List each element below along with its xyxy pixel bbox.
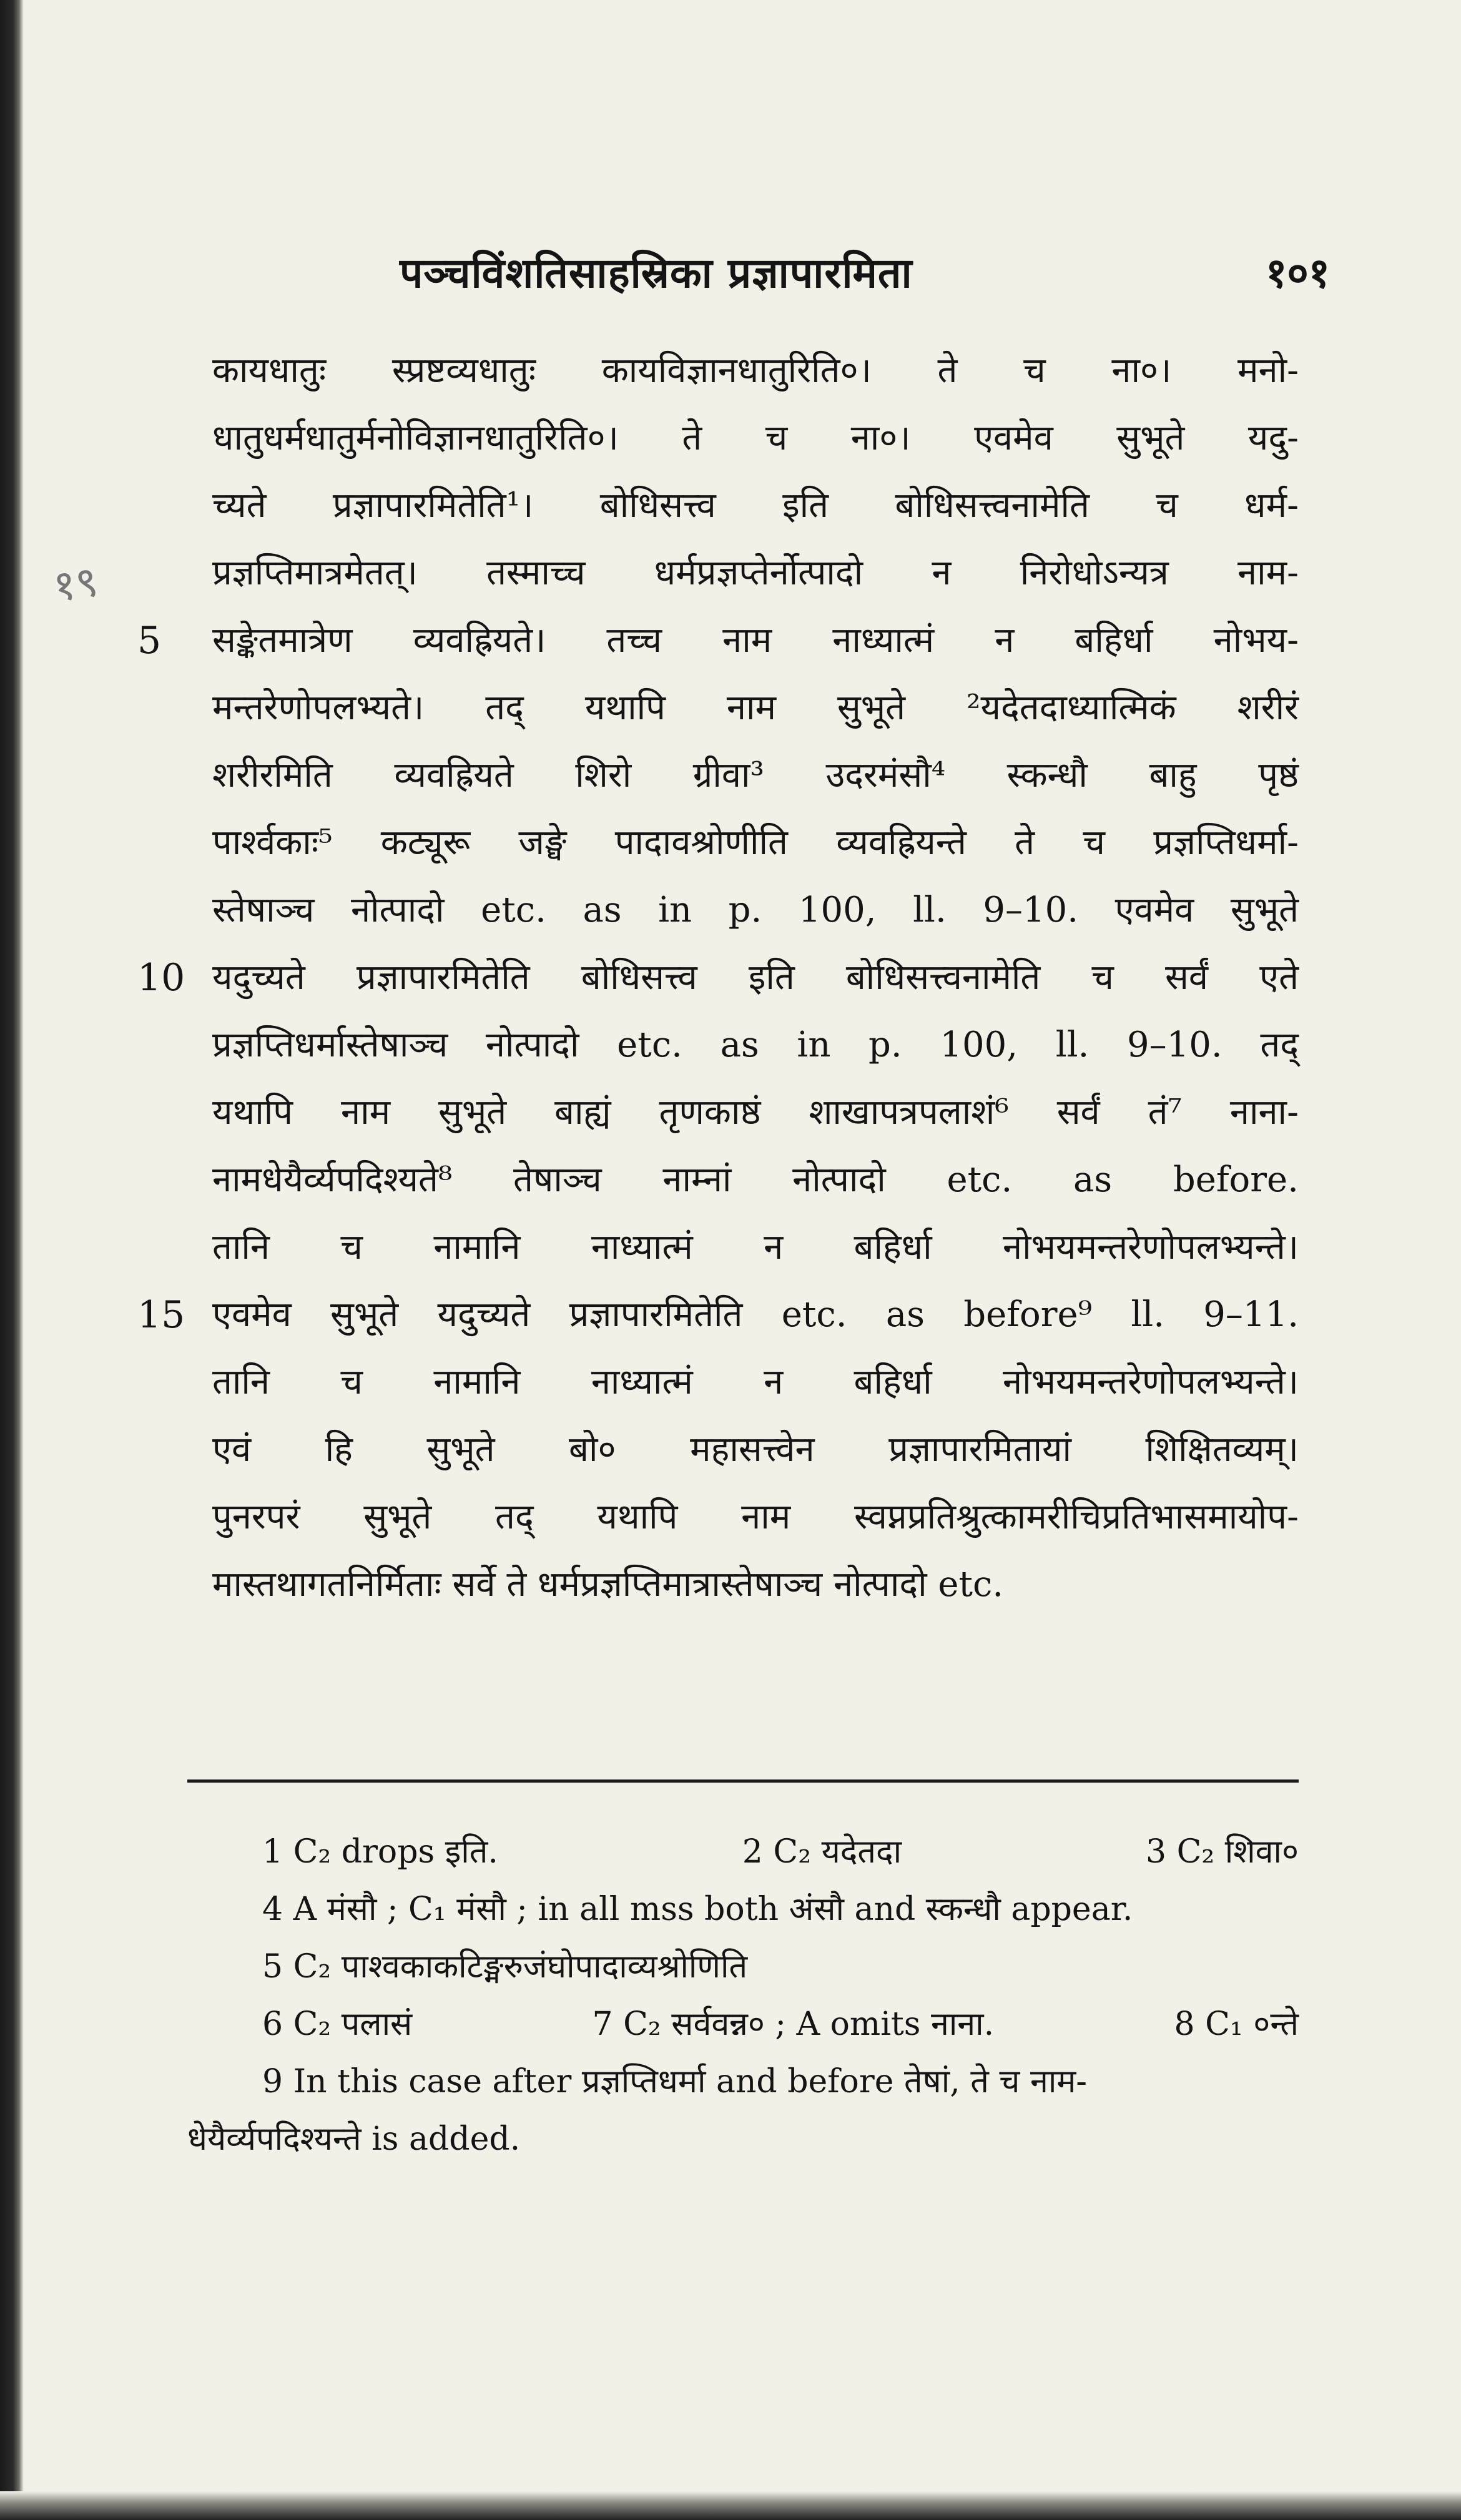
line-text: एवं हि सुभूते बो० महासत्त्वेन प्रज्ञापारमितायां शिक्षितव्यम्। xyxy=(212,1429,1299,1470)
line-text: तानि च नामानि नाध्यात्मं न बहिर्धा नोभयमन्तरेणोपलभ्यन्ते। xyxy=(212,1227,1299,1267)
line-number: 5 xyxy=(137,619,162,662)
line-number: 15 xyxy=(137,1293,185,1337)
footnote-9: 9 In this case after प्रज्ञप्तिधर्मा and before तेषां, ते च नाम- xyxy=(262,2063,1087,2100)
footnote-divider xyxy=(187,1779,1299,1783)
running-header xyxy=(400,244,1330,312)
footnote-8: 8 C₁ ०न्ते xyxy=(1174,2006,1299,2043)
line-text: धातुधर्मधातुर्मनोविज्ञानधातुरिति०। ते च ना०। एवमेव सुभूते यदु- xyxy=(212,418,1299,458)
line-text: प्रज्ञप्तिधर्मास्तेषाञ्च नोत्पादो etc. as in p. 100, ll. 9–10. तद् xyxy=(212,1025,1299,1065)
footnote-line xyxy=(187,1823,1299,1881)
line-text: यदुच्यते प्रज्ञापारमितेति बोधिसत्त्व इति बोधिसत्त्वनामेति च सर्वं एते xyxy=(212,957,1299,998)
line-text: तानि च नामानि नाध्यात्मं न बहिर्धा नोभयमन्तरेणोपलभ्यन्ते। xyxy=(212,1362,1299,1402)
line-number: 10 xyxy=(137,956,185,1000)
text-line xyxy=(212,877,1299,944)
line-text: एवमेव सुभूते यदुच्यते प्रज्ञापारमितेति etc. as before⁹ ll. 9–11. xyxy=(212,1294,1299,1335)
line-text: सङ्केतमात्रेण व्यवह्रियते। तच्च नाम नाध्यात्मं न बहिर्धा नोभय- xyxy=(212,620,1299,661)
line-text: यथापि नाम सुभूते बाह्यं तृणकाष्ठं शाखापत्रपलाशं⁶ सर्वं तं⁷ नाना- xyxy=(212,1092,1299,1133)
line-text: च्यते प्रज्ञापारमितेति¹। बोधिसत्त्व इति बोधिसत्त्वनामेति च धर्म- xyxy=(212,485,1299,526)
text-line xyxy=(137,944,1299,1011)
footnote-line xyxy=(187,1881,1299,1938)
footnote-1: 1 C₂ drops इति. xyxy=(262,1833,498,1871)
line-text: नामधेयैर्व्यपदिश्यते⁸ तेषाञ्च नाम्नां नोत्पादो etc. as before. xyxy=(212,1159,1299,1200)
page-binding-edge xyxy=(0,0,24,2520)
header-title: पञ्चविंशतिसाहस्रिका प्रज्ञापारमिता xyxy=(400,249,913,297)
footnote-line xyxy=(187,2110,1299,2168)
footnotes xyxy=(187,1823,1299,2168)
main-text xyxy=(137,337,1299,1618)
line-text: कायधातुः स्प्रष्टव्यधातुः कायविज्ञानधातुरिति०। ते च ना०। मनो- xyxy=(212,350,1299,391)
footnote-line xyxy=(187,1996,1299,2053)
line-text: प्रज्ञप्तिमात्रमेतत्। तस्माच्च धर्मप्रज्ञप्तेर्नोत्पादो न निरोधोऽन्यत्र नाम- xyxy=(212,553,1299,593)
text-line xyxy=(212,1011,1299,1079)
page-number: १०१ xyxy=(1266,249,1330,297)
text-line xyxy=(212,809,1299,877)
text-line xyxy=(212,1214,1299,1281)
line-text: मास्तथागतनिर्मिताः सर्वे ते धर्मप्रज्ञप्तिमात्रास्तेषाञ्च नोत्पादो etc. xyxy=(212,1564,1004,1605)
footnote-line xyxy=(187,2053,1299,2110)
footnote-3: 3 C₂ शिवा० xyxy=(1145,1833,1299,1871)
footnote-7: 7 C₂ सर्ववन्न० ; A omits नाना. xyxy=(592,2006,995,2043)
line-text: पुनरपरं सुभूते तद् यथापि नाम स्वप्नप्रतिश्रुत्कामरीचिप्रतिभासमायोप- xyxy=(212,1497,1299,1537)
footnote-line xyxy=(187,1938,1299,1996)
text-line xyxy=(212,1484,1299,1551)
page-bottom-edge xyxy=(0,2491,1461,2520)
text-line xyxy=(212,337,1299,405)
text-line xyxy=(212,1551,1299,1618)
text-line xyxy=(212,1079,1299,1146)
text-line xyxy=(212,1349,1299,1416)
line-text: पार्श्वकाः⁵ कट्यूरू जङ्घे पादावश्रोणीति व्यवह्रियन्ते ते च प्रज्ञप्तिधर्मा- xyxy=(212,822,1299,863)
footnote-4: 4 A मंसौ ; C₁ मंसौ ; in all mss both अंसौ and स्कन्धौ appear. xyxy=(262,1891,1133,1928)
footnote-9-continued: धेयैर्व्यपदिश्यन्ते is added. xyxy=(187,2120,521,2158)
text-line xyxy=(212,405,1299,472)
text-line xyxy=(212,1416,1299,1484)
text-line xyxy=(212,472,1299,539)
text-line xyxy=(137,1281,1299,1349)
text-line xyxy=(137,607,1299,674)
text-line xyxy=(212,1146,1299,1214)
text-line xyxy=(212,539,1299,607)
text-line xyxy=(212,674,1299,742)
line-text: शरीरमिति व्यवह्रियते शिरो ग्रीवा³ उदरमंसौ⁴ स्कन्धौ बाहु पृष्ठं xyxy=(212,755,1299,795)
text-line xyxy=(212,742,1299,809)
margin-annotation: १९ xyxy=(50,557,101,613)
line-text: स्तेषाञ्च नोत्पादो etc. as in p. 100, ll. 9–10. एवमेव सुभूते xyxy=(212,890,1299,930)
line-text: मन्तरेणोपलभ्यते। तद् यथापि नाम सुभूते ²यदेतदाध्यात्मिकं शरीरं xyxy=(212,687,1299,728)
footnote-5: 5 C₂ पाश्वकाकटिङ्मरुजंघोपादाव्यश्रोणिति xyxy=(262,1948,748,1986)
footnote-2: 2 C₂ यदेतदा xyxy=(742,1833,902,1871)
footnote-6: 6 C₂ पलासं xyxy=(262,2006,413,2043)
